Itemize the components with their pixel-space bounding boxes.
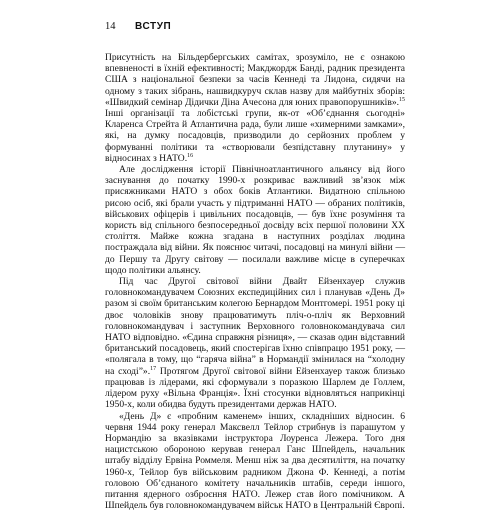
- paragraph-text: Протягом Другої світової війни Ейзенхауер також близько працював із лідерами, які сформували з поразкою Шарлем де Голлем, лідером руху «Вільна Франція». Їхні стосунки відновляться наприкінці 1950-х, коли обидва будуть президентами держав НАТО.: [105, 366, 405, 411]
- paragraph-text: Під час Другої світової війни Двайт Ейзенхауер служив головнокомандувачем Союзних експедиційних сил і планував «День Д» разом зі своїм британським колегою Бернардом Монтгомері. 1951 року ці двоє чоловіків знову працюватимуть пліч-о-пліч як Верховний головнокомандувач і заступник Верховного головнокомандувача сил НАТО відповідно. «Єдина справжня різниця», — сказав один відставний британський посадовець, який спостерігав їхню співпрацю 1951 року, — «полягала в тому, що “гаряча війна” в Нормандії змінилася на “холодну на сході”».: [105, 276, 405, 377]
- paragraph: [105, 411, 405, 511]
- footnote-marker: 17: [150, 366, 156, 372]
- paragraph: [105, 164, 405, 276]
- running-title: ВСТУП: [135, 20, 171, 34]
- paragraph-text: «День Д» є «пробним каменем» інших, складніших відносин. 6 червня 1944 року генерал Максвелл Тейлор стрибнув із парашутом у Нормандію за вказівками інструктора Лоуренса Лежера. Того дня нацистською обороною керував генерал Ганс Шпейдель, начальник штабу відділу Ервіна Роммеля. Менш ніж за два десятиліття, на початку 1960-х, Тейлор був військовим радником Джона Ф. Кеннеді, а потім головою Об’єднаного комітету начальників штабів, середи іншого, питання ядерного озброєння НАТО. Лежер став його помічником. А Шпейдель був головнокомандувачем військ НАТО в Центральній Європі.: [105, 411, 405, 511]
- paragraph-text: Присутність на Більдербергських самітах, зрозуміло, не є ознакою впевненості в їхній ефективності; Макджордж Банді, радник президента США з національної безпеки за часів Кеннеді та Лидона, сидячи на одному з таких зібрань, нашвидкуруч склав назву для майбутніх зборів: «Швидкий семінар Дідички Діна Ачесона для юних правопорушників».: [105, 52, 405, 108]
- body-text: [105, 52, 405, 511]
- paragraph: [105, 52, 405, 164]
- paragraph-text: Інші організації та лобістські групи, як-от «Об’єднання сьогодні» Кларенса Стрейта й Атлантична рада, були лише «химерними замками», які, на думку посадовців, призводили до серйозних проблем у формуванні політики та «створювали безпідставну плутанину» у відносинах з НАТО.: [105, 108, 405, 164]
- page-header: [105, 20, 405, 36]
- page-number: 14: [105, 20, 116, 34]
- footnote-marker: 16: [187, 153, 193, 159]
- paragraph: [105, 276, 405, 410]
- paragraph-text: Але дослідження історії Північноатлантичного альянсу від його заснування до початку 1990-х розкриває важливий зв’язок між присяжниками НАТО з обох боків Атлантики. Видатною спільною рисою осіб, які брали участь у підтриманні НАТО — обраних політиків, військових офіцерів і цивільних посадовців, — був їхнє розуміння та користь від спільного безпосередньої досвіду всіх першої половини XX століття. Майже кожна згадана в наступних розділах людина постраждала від війни. Як пояснює читачі, посадовці на минулі війни — до Першу та Другу світову — посилали важливе місце в суперечках щодо політики альянсу.: [105, 164, 405, 276]
- footnote-marker: 15: [399, 97, 405, 103]
